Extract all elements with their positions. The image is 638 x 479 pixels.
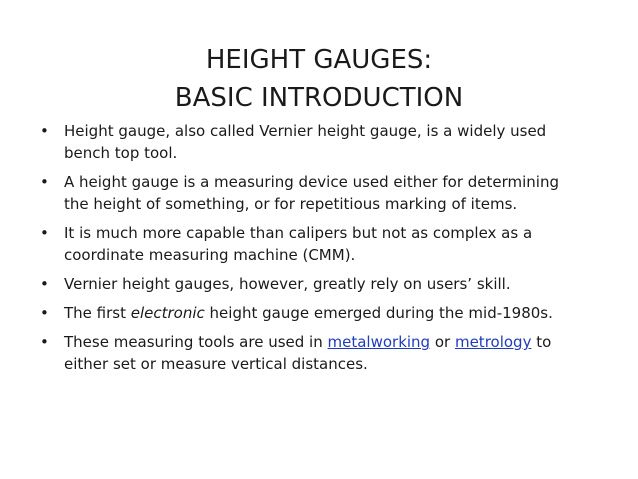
bullet-item — [40, 302, 588, 324]
bullet-text-pre: These measuring tools are used in — [64, 333, 328, 351]
bullet-marker: • — [40, 304, 49, 322]
slide-title — [0, 41, 638, 117]
bullet-item — [40, 331, 588, 375]
bullet-item — [40, 120, 588, 164]
bullet-list — [40, 120, 588, 382]
bullet-marker: • — [40, 275, 49, 293]
bullet-text-post: to either set or measure vertical distances. — [64, 333, 552, 373]
bullet-item — [40, 171, 588, 215]
metrology-link[interactable]: metrology — [454, 333, 532, 351]
bullet-text: Height gauge, also called Vernier height gauge, is a widely used bench top tool. — [64, 122, 547, 162]
bullet-marker: • — [40, 122, 49, 140]
bullet-item — [40, 273, 588, 295]
metalworking-link[interactable]: metalworking — [327, 333, 431, 351]
title-line-2: BASIC INTRODUCTION — [174, 83, 464, 114]
bullet-marker: • — [40, 173, 49, 191]
bullet-text: It is much more capable than calipers but not as complex as a coordinate measuring machine (CMM). — [64, 224, 533, 264]
bullet-marker: • — [40, 333, 49, 351]
bullet-text-pre: The first — [64, 304, 131, 322]
title-line-1: HEIGHT GAUGES: — [205, 45, 433, 76]
bullet-marker: • — [40, 224, 49, 242]
bullet-text-mid: or — [430, 333, 455, 351]
bullet-text: A height gauge is a measuring device used either for determining the height of something, or for repetitious marking of items. — [64, 173, 560, 213]
emphasis-electronic: electronic — [130, 304, 205, 322]
bullet-item — [40, 222, 588, 266]
bullet-text-post: height gauge emerged during the mid-1980s. — [204, 304, 553, 322]
bullet-text: Vernier height gauges, however, greatly rely on users’ skill. — [64, 275, 511, 293]
